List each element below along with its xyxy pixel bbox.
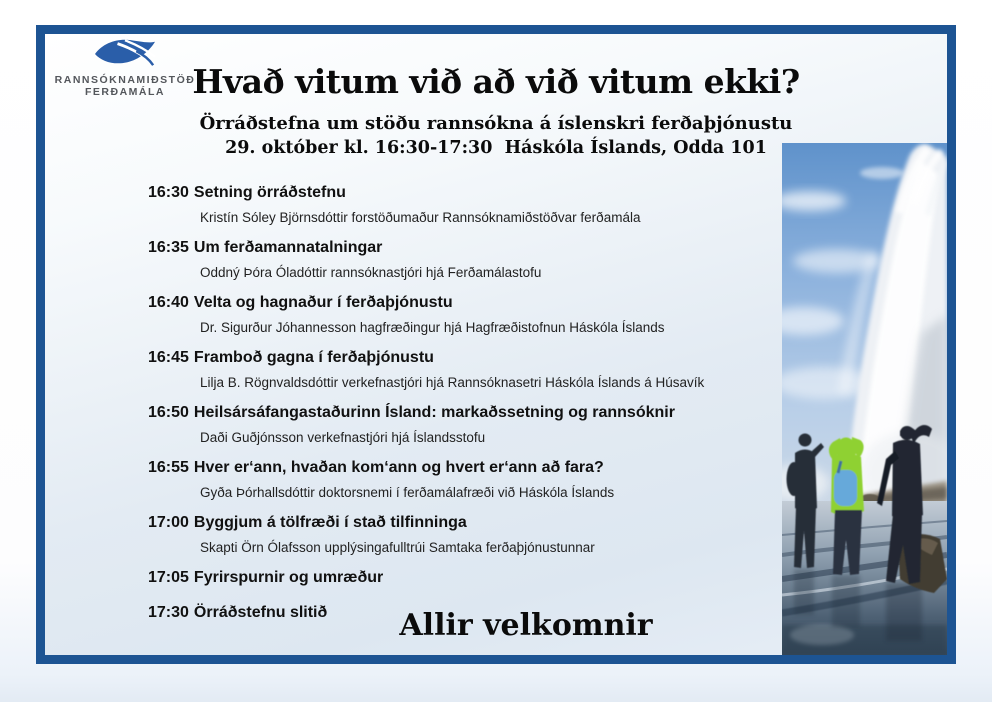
logo-text-line1: RANNSÓKNAMIÐSTÖÐ xyxy=(54,74,196,86)
schedule-item-title: Setning örráðstefnu xyxy=(193,184,346,201)
schedule-item-speaker: Dr. Sigurður Jóhannesson hagfræðingur hjá Hagfræðistofnun Háskóla Íslands xyxy=(200,320,665,335)
schedule-item-speaker: Lilja B. Rögnvaldsdóttir verkefnastjóri hjá Rannsóknasetri Háskóla Íslands á Húsavík xyxy=(200,375,705,390)
event-date-location: 29. október kl. 16:30-17:30 Háskóla Íslands, Odda 101 xyxy=(225,138,767,158)
schedule-time: 16:55 xyxy=(148,459,189,476)
schedule-time: 17:30 xyxy=(148,604,189,621)
schedule-item-title: Um ferðamannatalningar xyxy=(193,239,383,256)
schedule-item xyxy=(148,348,798,393)
schedule-time: 17:05 xyxy=(148,569,189,586)
schedule-item xyxy=(148,403,798,448)
schedule-item-speaker: Gyða Þórhallsdóttir doktorsnemi í ferðamálafræði við Háskóla Íslands xyxy=(200,485,615,500)
schedule-time: 16:40 xyxy=(148,294,189,311)
schedule-item-title: Framboð gagna í ferðaþjónustu xyxy=(193,349,434,366)
schedule-item xyxy=(148,238,798,283)
schedule-item-title: Fyrirspurnir og umræður xyxy=(193,569,384,586)
page-title: Hvað vitum við að við vitum ekki? xyxy=(192,62,800,101)
schedule-item xyxy=(148,513,798,558)
schedule-item-speaker: Kristín Sóley Björnsdóttir forstöðumaður Rannsóknamiðstöðvar ferðamála xyxy=(200,210,641,225)
schedule-item-speaker: Oddný Þóra Óladóttir rannsóknastjóri hjá Ferðamálastofu xyxy=(200,265,542,280)
event-subtitle: Örráðstefna um stöðu rannsókna á íslenskri ferðaþjónustu xyxy=(199,113,793,134)
logo-text-line2: FERÐAMÁLA xyxy=(85,86,165,98)
schedule-time: 16:45 xyxy=(148,349,189,366)
poster-frame xyxy=(36,25,956,664)
schedule-item-title: Örráðstefnu slitið xyxy=(193,604,328,621)
schedule-item xyxy=(148,568,798,588)
schedule-item-title: Hver er‘ann, hvaðan kom‘ann og hvert er‘ann að fara? xyxy=(193,459,604,476)
schedule-list xyxy=(148,183,798,638)
schedule-time: 16:50 xyxy=(148,404,189,421)
geyser-photo xyxy=(782,143,947,655)
schedule-item-title: Velta og hagnaður í ferðaþjónustu xyxy=(193,294,453,311)
schedule-time: 16:30 xyxy=(148,184,189,201)
welcome-note: Allir velkomnir xyxy=(399,608,653,643)
schedule-item-title: Heilsársáfangastaðurinn Ísland: markaðssetning og rannsóknir xyxy=(193,404,675,421)
schedule-item-title: Byggjum á tölfræði í stað tilfinninga xyxy=(193,514,467,531)
schedule-item xyxy=(148,293,798,338)
schedule-item xyxy=(148,458,798,503)
schedule-item-speaker: Daði Guðjónsson verkefnastjóri hjá Íslandsstofu xyxy=(200,430,486,445)
schedule-item xyxy=(148,183,798,228)
schedule-time: 16:35 xyxy=(148,239,189,256)
geyser-photo-illustration xyxy=(782,143,947,655)
schedule-time: 17:00 xyxy=(148,514,189,531)
schedule-item-speaker: Skapti Örn Ólafsson upplýsingafulltrúi Samtaka ferðaþjónustunnar xyxy=(200,540,595,555)
